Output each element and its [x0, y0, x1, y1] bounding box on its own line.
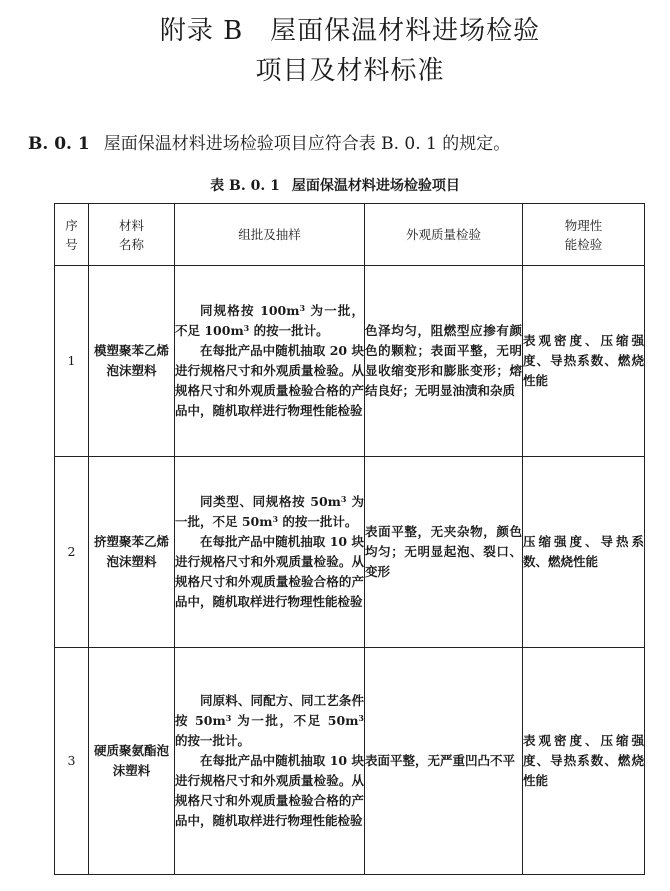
row-number: 1: [55, 266, 89, 457]
batch-sampling-cell: [175, 266, 365, 457]
clause-text: 屋面保温材料进场检验项目应符合表 B. 0. 1 的规定。: [103, 134, 511, 154]
physical-cell: 表观密度、压缩强度、导热系数、燃烧性能: [523, 648, 645, 875]
batch-rule: 同原料、同配方、同工艺条件按 $50m^3$ 为一批，不足 $50m^3$ 的按一批计。: [175, 693, 364, 748]
header-physical-properties: 物理性 能检验: [523, 204, 645, 266]
batch-sampling-cell: [175, 457, 365, 648]
material-name: 挤塑聚苯乙烯泡沫塑料: [89, 457, 175, 648]
header-material-name: 材料 名称: [89, 204, 175, 266]
appearance-cell: 表面平整，无严重凹凸不平: [365, 648, 523, 875]
header-batch-sampling: 组批及抽样: [175, 204, 365, 266]
table-header-row: [55, 204, 645, 266]
table-row: [55, 266, 645, 457]
appearance-cell: 色泽均匀，阻燃型应掺有颜色的颗粒；表面平整，无明显收缩变形和膨胀变形；熔结良好；无明显油渍和杂质: [365, 266, 523, 457]
clause-number: B. 0. 1: [28, 134, 90, 154]
batch-sampling-cell: [175, 648, 365, 875]
physical-cell: 表观密度、压缩强度、导热系数、燃烧性能: [523, 266, 645, 457]
header-appearance-inspection: 外观质量检验: [365, 204, 523, 266]
table-caption: [0, 175, 670, 195]
row-number: 2: [55, 457, 89, 648]
material-name: 模塑聚苯乙烯泡沫塑料: [89, 266, 175, 457]
header-seq: 序 号: [55, 204, 89, 266]
inspection-table: [54, 203, 645, 875]
batch-rule: 同类型、同规格按 $50m^3$ 为一批，不足 $50m^3$ 的按一批计。: [175, 494, 364, 529]
sampling-rule: 在每批产品中随机抽取 10 块进行规格尺寸和外观质量检验。从规格尺寸和外观质量检验合格的产品中，随机取样进行物理性能检验: [175, 753, 364, 828]
clause-b01: [28, 129, 510, 154]
table-row: [55, 457, 645, 648]
sampling-rule: 在每批产品中随机抽取 10 块进行规格尺寸和外观质量检验。从规格尺寸和外观质量检验合格的产品中，随机取样进行物理性能检验: [175, 534, 364, 609]
appendix-title-line1: 附录 B 屋面保温材料进场检验: [159, 16, 541, 46]
physical-cell: 压缩强度、导热系数、燃烧性能: [523, 457, 645, 648]
table-caption-number: 表 B. 0. 1: [210, 178, 280, 194]
table-row: [55, 648, 645, 875]
appendix-title-line2: 项目及材料标准: [255, 56, 445, 86]
material-name: 硬质聚氨酯泡沫塑料: [89, 648, 175, 875]
table-caption-title: 屋面保温材料进场检验项目: [291, 178, 460, 194]
batch-rule: 同规格按 $100m^3$ 为一批，不足 $100m^3$ 的按一批计。: [175, 303, 365, 338]
appearance-cell: 表面平整，无夹杂物，颜色均匀；无明显起泡、裂口、变形: [365, 457, 523, 648]
row-number: 3: [55, 648, 89, 875]
sampling-rule: 在每批产品中随机抽取 20 块进行规格尺寸和外观质量检验。从规格尺寸和外观质量检验合格的产品中，随机取样进行物理性能检验: [175, 343, 364, 418]
